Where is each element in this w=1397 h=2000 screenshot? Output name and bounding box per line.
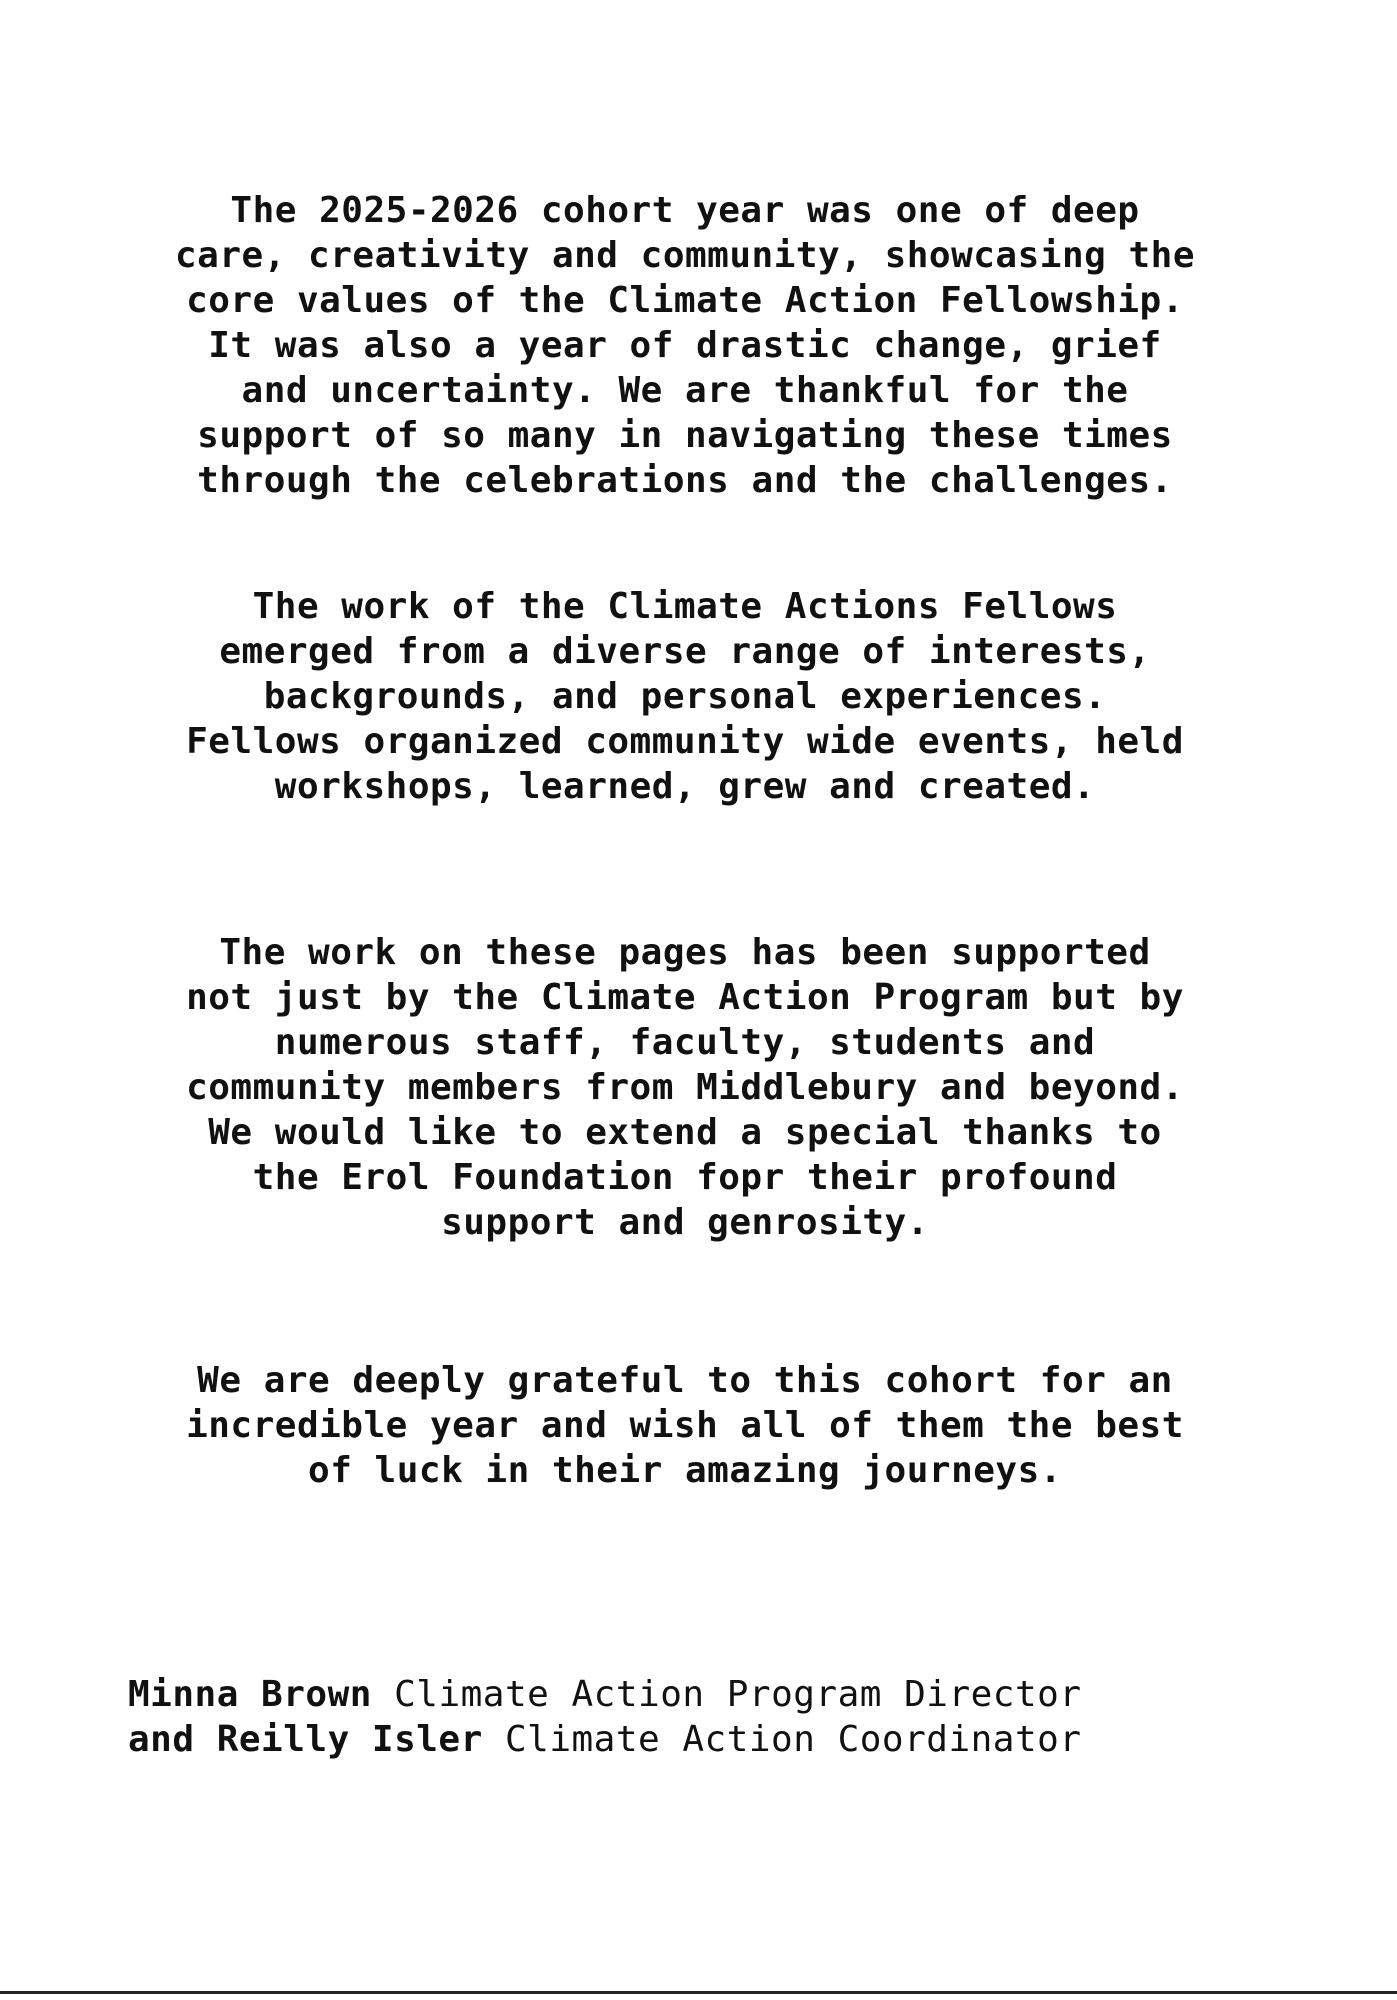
- signature-line: [128, 1672, 1082, 1717]
- signature-line: [128, 1717, 1082, 1762]
- bottom-divider: [0, 1991, 1397, 1994]
- signer-title: Climate Action Coordinator: [504, 1719, 1082, 1760]
- signer-name: and Reilly Isler: [128, 1719, 483, 1760]
- paragraph-gratitude: We are deeply grateful to this cohort for an incredible year and wish all of them the best of luck in their amazing journeys.: [186, 1360, 1184, 1491]
- signature-block: [128, 1672, 1082, 1762]
- signer-title: Climate Action Program Director: [394, 1674, 1082, 1715]
- paragraph-fellows-work: The work of the Climate Actions Fellows emerged from a diverse range of interests, backgrounds, and personal experiences. Fellows organized community wide events, held workshops, learned, grew and created.: [186, 586, 1184, 807]
- paragraph-acknowledgements: The work on these pages has been supported not just by the Climate Action Program but by numerous staff, faculty, students and community members from Middlebury and beyond. We would like to extend a special thanks to the Erol Foundation fopr their profound support and genrosity.: [186, 932, 1184, 1243]
- signer-name: Minna Brown: [128, 1674, 372, 1715]
- paragraph-cohort-year: The 2025-2026 cohort year was one of deep care, creativity and community, showcasing the core values of the Climate Action Fellowship. It was also a year of drastic change, grief and uncertainty. We are thankful for the support of so many in navigating these times through the celebrations and the challenges.: [175, 190, 1195, 501]
